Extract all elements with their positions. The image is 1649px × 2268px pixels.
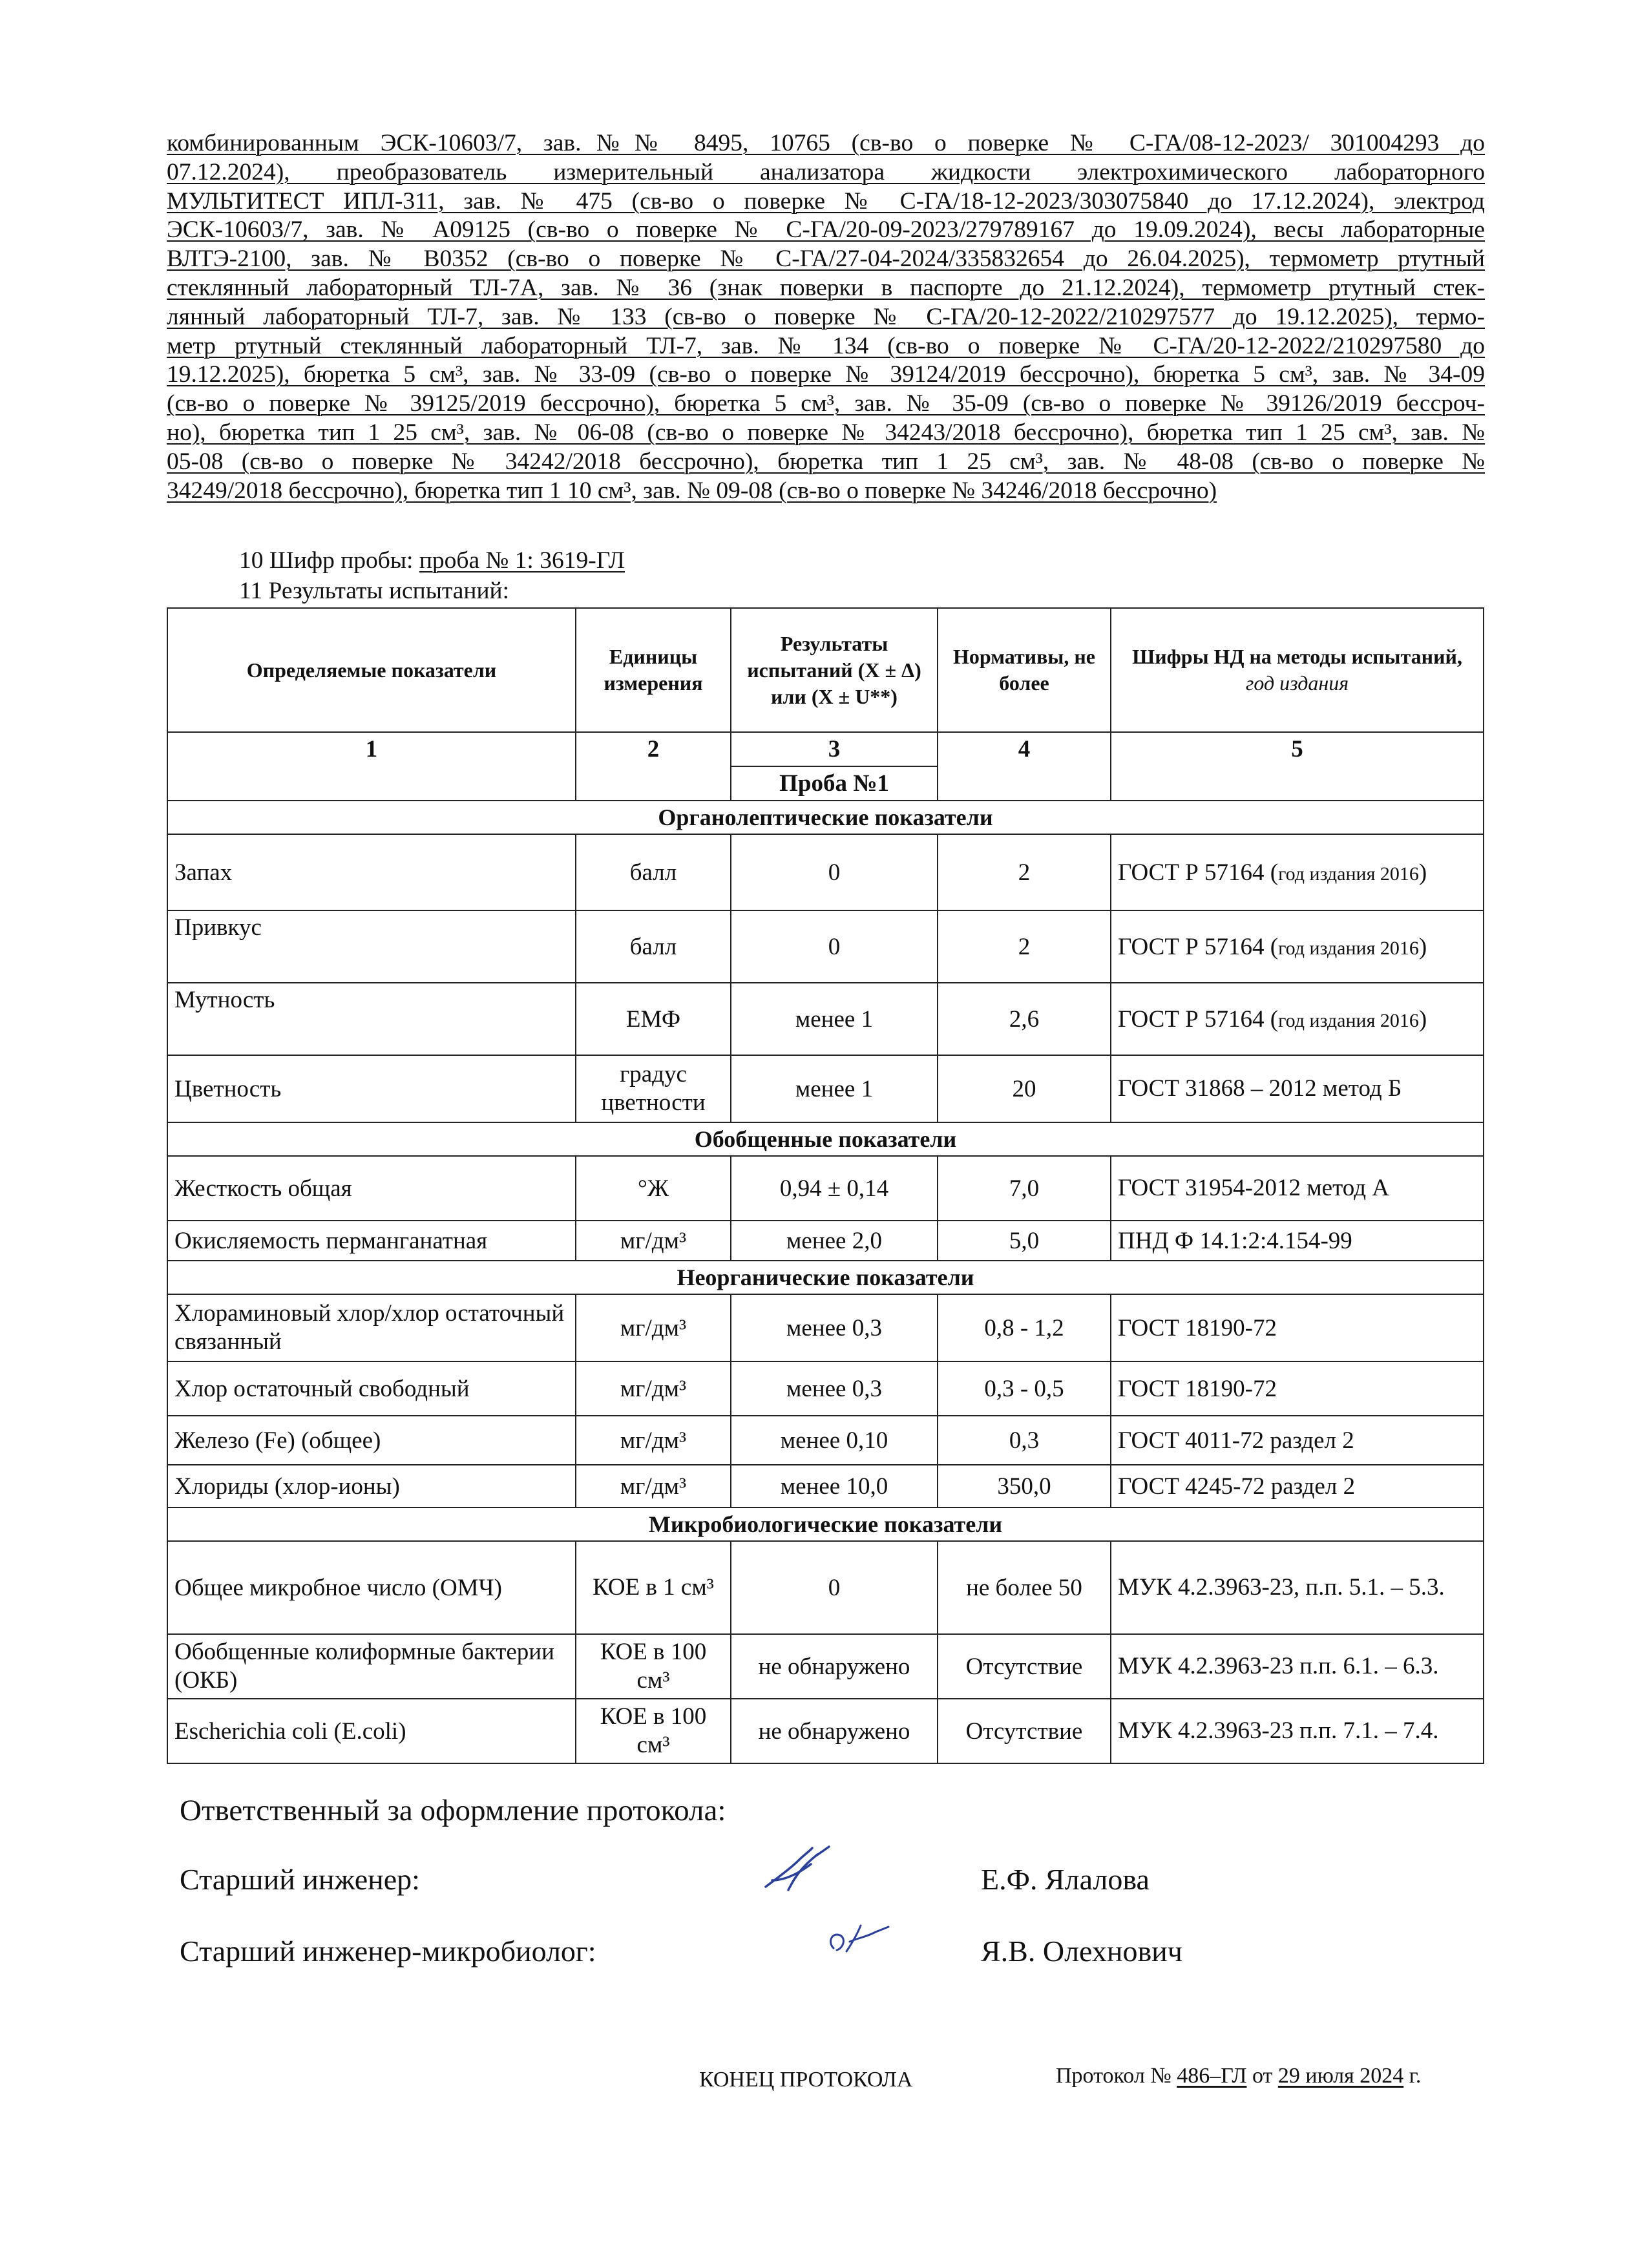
indicator-norm: 7,0 [938,1156,1111,1221]
indicator-unit: балл [576,910,731,983]
ref-mid: от [1246,2064,1278,2088]
indicator-norm: 350,0 [938,1465,1111,1507]
indicator-norm: 20 [938,1055,1111,1122]
header-result: Результаты испытаний (X ± Δ) или (X ± U**) [731,608,938,732]
indicator-method: МУК 4.2.3963-23, п.п. 5.1. – 5.3. [1111,1541,1484,1634]
protocol-reference [1056,2064,1421,2088]
column-number: 2 [576,732,731,801]
indicator-result: менее 1 [731,983,938,1055]
section-title: Органолептические показатели [167,801,1484,834]
header-method-main: Шифры НД на методы испытаний, [1132,645,1462,668]
equipment-line: но), бюретка тип 1 25 см³, зав. № 06-08 (св-во о поверке № 34243/2018 бессрочно), бюретка тип 1 25 см³, зав. № [167,419,1485,446]
method-end: ) [1418,859,1427,886]
indicator-result: не обнаружено [731,1699,938,1763]
indicator-method: МУК 4.2.3963-23 п.п. 7.1. – 7.4. [1111,1699,1484,1763]
indicator-norm: 0,3 - 0,5 [938,1361,1111,1416]
method-text: ГОСТ Р 57164 ( [1118,859,1279,886]
column-numbers-row [167,732,1484,766]
indicator-name: Привкус [167,910,576,983]
equipment-line: (св-во о поверке № 39125/2019 бессрочно), бюретка 5 см³, зав. № 35-09 (св-во о поверке № 39126/2019 бессроч- [167,390,1485,417]
indicator-norm: 5,0 [938,1221,1111,1261]
equipment-line: стеклянный лабораторный ТЛ-7А, зав. № 36 (знак поверки в паспорте до 21.12.2024), термометр ртутный стек- [167,274,1485,301]
sample-header: Проба №1 [731,766,938,801]
equipment-line: ВЛТЭ-2100, зав. № В0352 (св-во о поверке № С-ГА/27-04-2024/335832654 до 26.04.2025), термометр ртутный [167,246,1485,273]
signer-role: Старший инженер-микробиолог: [180,1935,596,1968]
indicator-name: Запах [167,834,576,910]
indicator-name: Жесткость общая [167,1156,576,1221]
indicator-method: ПНД Ф 14.1:2:4.154-99 [1111,1221,1484,1261]
section-title: Обобщенные показатели [167,1122,1484,1156]
indicator-unit: КОЕ в 1 см³ [576,1541,731,1634]
method-end: ) [1418,1005,1427,1033]
indicator-norm: 0,3 [938,1416,1111,1465]
section-row [167,1507,1484,1541]
indicator-norm: 2 [938,910,1111,983]
indicator-norm: Отсутствие [938,1699,1111,1763]
indicator-unit: градус цветности [576,1055,731,1122]
indicator-unit: мг/дм³ [576,1361,731,1416]
indicator-name: Мутность [167,983,576,1055]
indicator-norm: Отсутствие [938,1634,1111,1699]
section-title: Неорганические показатели [167,1261,1484,1294]
section-title: Микробиологические показатели [167,1507,1484,1541]
indicator-method [1111,983,1484,1055]
header-indicator: Определяемые показатели [167,608,576,732]
indicator-unit: мг/дм³ [576,1294,731,1361]
method-year: год издания 2016 [1278,937,1419,959]
equipment-line: 05-08 (св-во о поверке № 34242/2018 бессрочно), бюретка тип 1 25 см³, зав. № 48-08 (св-во о поверке № [167,448,1485,475]
indicator-unit: КОЕ в 100 см³ [576,1699,731,1763]
signature-mark [821,1913,898,1964]
indicator-result: 0 [731,834,938,910]
indicator-name: Общее микробное число (ОМЧ) [167,1541,576,1634]
indicator-method [1111,834,1484,910]
indicator-method [1111,910,1484,983]
equipment-list [167,129,1485,505]
signer-name: Е.Ф. Ялалова [981,1863,1150,1896]
section-row [167,801,1484,834]
indicator-name: Обобщенные колиформные бактерии (ОКБ) [167,1634,576,1699]
indicator-method: ГОСТ 4011-72 раздел 2 [1111,1416,1484,1465]
indicator-name: Окисляемость перманганатная [167,1221,576,1261]
indicator-norm: 0,8 - 1,2 [938,1294,1111,1361]
equipment-line: 19.12.2025), бюретка 5 см³, зав. № 33-09 (св-во о поверке № 39124/2019 бессрочно), бюретка 5 см³, зав. № 34-09 [167,361,1485,388]
indicator-result: менее 1 [731,1055,938,1122]
indicator-unit: мг/дм³ [576,1221,731,1261]
indicator-result: 0 [731,910,938,983]
indicator-name: Хлораминовый хлор/хлор остаточный связанный [167,1294,576,1361]
indicator-norm: 2 [938,834,1111,910]
indicator-name: Escherichia coli (E.coli) [167,1699,576,1763]
table-row [167,1465,1484,1507]
ref-date: 29 июля 2024 [1277,2064,1404,2088]
indicator-unit: ЕМФ [576,983,731,1055]
ref-suffix: г. [1403,2064,1422,2088]
indicator-result: не обнаружено [731,1634,938,1699]
signatures-title: Ответственный за оформление протокола: [180,1794,726,1827]
table-row [167,1294,1484,1361]
equipment-line: 34249/2018 бессрочно), бюретка тип 1 10 см³, зав. № 09-08 (св-во о поверке № 34246/2018 бессрочно) [167,477,1217,504]
header-method-year: год издания [1245,671,1349,695]
indicator-unit: балл [576,834,731,910]
method-text: ГОСТ Р 57164 ( [1118,1005,1279,1033]
indicator-method: ГОСТ 18190-72 [1111,1294,1484,1361]
method-year: год издания 2016 [1278,1009,1419,1031]
sample-code-value: проба № 1: 3619-ГЛ [419,547,625,574]
column-number: 4 [938,732,1111,801]
equipment-line: ЭСК-10603/7, зав. № А09125 (св-во о поверке № С-ГА/20-09-2023/279789167 до 19.09.2024), весы лабораторные [167,216,1485,244]
indicator-result: менее 0,10 [731,1416,938,1465]
table-row [167,1416,1484,1465]
indicator-result: 0 [731,1541,938,1634]
method-end: ) [1418,933,1427,960]
table-row [167,1055,1484,1122]
sample-code-label: 10 Шифр пробы: [239,547,419,574]
indicator-unit: °Ж [576,1156,731,1221]
header-method [1111,608,1484,732]
section-row [167,1261,1484,1294]
signer-role: Старший инженер: [180,1863,420,1896]
indicator-method: ГОСТ 31868 – 2012 метод Б [1111,1055,1484,1122]
ref-number: 486–ГЛ [1177,2064,1247,2088]
table-row [167,1634,1484,1699]
column-number: 1 [167,732,576,801]
column-number: 5 [1111,732,1484,801]
signature-mark [759,1842,837,1896]
equipment-line: комбинированным ЭСК-10603/7, зав.№№ 8495, 10765 (св-во о поверке № С-ГА/08-12-2023/ 301004293 до [167,130,1485,156]
equipment-line: 07.12.2024), преобразователь измерительный анализатора жидкости электрохимического лабораторного [167,158,1485,185]
header-unit: Единицы измерения [576,608,731,732]
indicator-norm: не более 50 [938,1541,1111,1634]
indicator-norm: 2,6 [938,983,1111,1055]
indicator-unit: КОЕ в 100 см³ [576,1634,731,1699]
table-row [167,983,1484,1055]
section-row [167,1122,1484,1156]
table-row [167,1541,1484,1634]
method-year: год издания 2016 [1278,863,1419,885]
table-row [167,1699,1484,1763]
equipment-line: метр ртутный стеклянный лабораторный ТЛ-7, зав. № 134 (св-во о поверке № С-ГА/20-12-2022/210297580 до [167,332,1485,359]
sample-code [239,547,625,574]
equipment-line: МУЛЬТИТЕСТ ИПЛ-311, зав. № 475 (св-во о поверке № С-ГА/18-12-2023/303075840 до 17.12.2024), электрод [167,187,1485,215]
ref-prefix: Протокол № [1056,2064,1177,2088]
indicator-result: менее 2,0 [731,1221,938,1261]
equipment-line: лянный лабораторный ТЛ-7, зав. № 133 (св-во о поверке № С-ГА/20-12-2022/210297577 до 19.12.2025), термо- [167,303,1485,330]
indicator-name: Железо (Fe) (общее) [167,1416,576,1465]
method-text: ГОСТ Р 57164 ( [1118,933,1279,960]
indicator-unit: мг/дм³ [576,1416,731,1465]
results-table [167,607,1484,1764]
table-row [167,1361,1484,1416]
indicator-method: ГОСТ 31954-2012 метод А [1111,1156,1484,1221]
table-row [167,910,1484,983]
results-title: 11 Результаты испытаний: [239,578,510,604]
protocol-end-mark: КОНЕЦ ПРОТОКОЛА [699,2068,913,2092]
table-row [167,1221,1484,1261]
header-norm: Нормативы, не более [938,608,1111,732]
indicator-method: ГОСТ 4245-72 раздел 2 [1111,1465,1484,1507]
indicator-unit: мг/дм³ [576,1465,731,1507]
indicator-result: менее 0,3 [731,1361,938,1416]
indicator-name: Хлор остаточный свободный [167,1361,576,1416]
indicator-result: 0,94 ± 0,14 [731,1156,938,1221]
signer-name: Я.В. Олехнович [981,1935,1182,1968]
indicator-result: менее 0,3 [731,1294,938,1361]
indicator-method: ГОСТ 18190-72 [1111,1361,1484,1416]
table-header-row [167,608,1484,732]
column-number: 3 [731,732,938,766]
table-row [167,834,1484,910]
indicator-method: МУК 4.2.3963-23 п.п. 6.1. – 6.3. [1111,1634,1484,1699]
indicator-name: Хлориды (хлор-ионы) [167,1465,576,1507]
table-row [167,1156,1484,1221]
indicator-name: Цветность [167,1055,576,1122]
indicator-result: менее 10,0 [731,1465,938,1507]
